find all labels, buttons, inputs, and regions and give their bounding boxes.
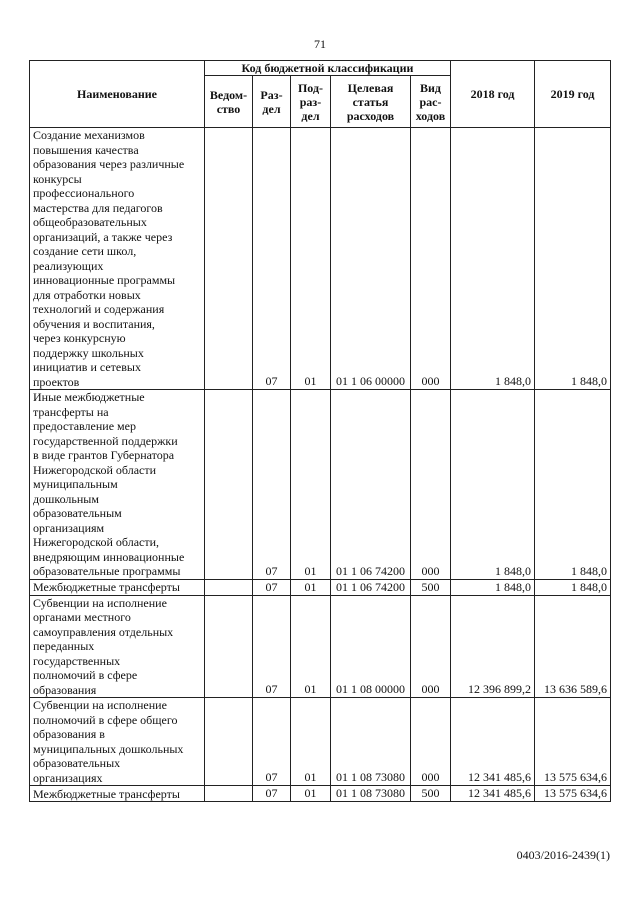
row-vedomstvo xyxy=(205,698,253,786)
row-name: Создание механизмов повышения качества образования через различные конкурсы профессионального мастерства для педагогов общеобразовательных организаций, а также через создание сети школ, реализующих инновационные программы для отработки новых технологий и содержания обучения и воспитания, через конкурсную поддержку школьных инициатив и сетевых проектов xyxy=(30,128,205,390)
row-target: 01 1 06 00000 xyxy=(331,128,411,390)
row-2018: 1 848,0 xyxy=(451,128,535,390)
row-name: Субвенции на исполнение полномочий в сфере общего образования в муниципальных дошкольных образовательных организациях xyxy=(30,698,205,786)
header-name: Наименование xyxy=(30,61,205,128)
row-target: 01 1 08 73080 xyxy=(331,698,411,786)
table-row xyxy=(30,786,611,802)
table-row xyxy=(30,579,611,595)
row-vid: 000 xyxy=(411,390,451,580)
header-target: Целевая статья расходов xyxy=(331,76,411,128)
row-podrazdel: 01 xyxy=(291,579,331,595)
row-name: Межбюджетные трансферты xyxy=(30,579,205,595)
row-name: Межбюджетные трансферты xyxy=(30,786,205,802)
table-row xyxy=(30,128,611,390)
row-2018: 12 396 899,2 xyxy=(451,595,535,698)
row-2018: 12 341 485,6 xyxy=(451,698,535,786)
header-year-2019: 2019 год xyxy=(535,61,611,128)
row-2018: 12 341 485,6 xyxy=(451,786,535,802)
header-vedomstvo: Ведом- ство xyxy=(205,76,253,128)
row-name: Иные межбюджетные трансферты на предоставление мер государственной поддержки в виде грантов Губернатора Нижегородской области муниципальным дошкольным образовательным организациям Нижегородской области, внедряющим инновационные образовательные программы xyxy=(30,390,205,580)
row-razdel: 07 xyxy=(253,786,291,802)
row-vid: 000 xyxy=(411,595,451,698)
page-number: 71 xyxy=(314,37,326,51)
table-row xyxy=(30,595,611,698)
row-razdel: 07 xyxy=(253,579,291,595)
budget-table xyxy=(29,60,611,802)
row-target: 01 1 08 73080 xyxy=(331,786,411,802)
row-razdel: 07 xyxy=(253,595,291,698)
row-podrazdel: 01 xyxy=(291,698,331,786)
row-razdel: 07 xyxy=(253,128,291,390)
row-vid: 500 xyxy=(411,786,451,802)
row-podrazdel: 01 xyxy=(291,595,331,698)
table-row xyxy=(30,390,611,580)
table-row xyxy=(30,698,611,786)
row-vedomstvo xyxy=(205,595,253,698)
row-2018: 1 848,0 xyxy=(451,579,535,595)
header-classification-group: Код бюджетной классификации xyxy=(205,61,451,76)
row-2019: 1 848,0 xyxy=(535,128,611,390)
header-podrazdel: Под- раз- дел xyxy=(291,76,331,128)
document-code: 0403/2016-2439(1) xyxy=(516,848,610,862)
row-2018: 1 848,0 xyxy=(451,390,535,580)
row-2019: 13 575 634,6 xyxy=(535,698,611,786)
row-vedomstvo xyxy=(205,128,253,390)
row-vid: 500 xyxy=(411,579,451,595)
row-vedomstvo xyxy=(205,579,253,595)
row-2019: 13 636 589,6 xyxy=(535,595,611,698)
header-razdel: Раз- дел xyxy=(253,76,291,128)
row-razdel: 07 xyxy=(253,698,291,786)
header-year-2018: 2018 год xyxy=(451,61,535,128)
row-vedomstvo xyxy=(205,390,253,580)
row-podrazdel: 01 xyxy=(291,128,331,390)
row-2019: 1 848,0 xyxy=(535,579,611,595)
table-header xyxy=(30,61,611,128)
row-vedomstvo xyxy=(205,786,253,802)
row-2019: 1 848,0 xyxy=(535,390,611,580)
header-vid: Вид рас- ходов xyxy=(411,76,451,128)
row-2019: 13 575 634,6 xyxy=(535,786,611,802)
row-vid: 000 xyxy=(411,698,451,786)
row-target: 01 1 08 00000 xyxy=(331,595,411,698)
row-vid: 000 xyxy=(411,128,451,390)
row-razdel: 07 xyxy=(253,390,291,580)
row-target: 01 1 06 74200 xyxy=(331,579,411,595)
row-name: Субвенции на исполнение органами местного самоуправления отдельных переданных государственных полномочий в сфере образования xyxy=(30,595,205,698)
row-podrazdel: 01 xyxy=(291,390,331,580)
row-target: 01 1 06 74200 xyxy=(331,390,411,580)
row-podrazdel: 01 xyxy=(291,786,331,802)
